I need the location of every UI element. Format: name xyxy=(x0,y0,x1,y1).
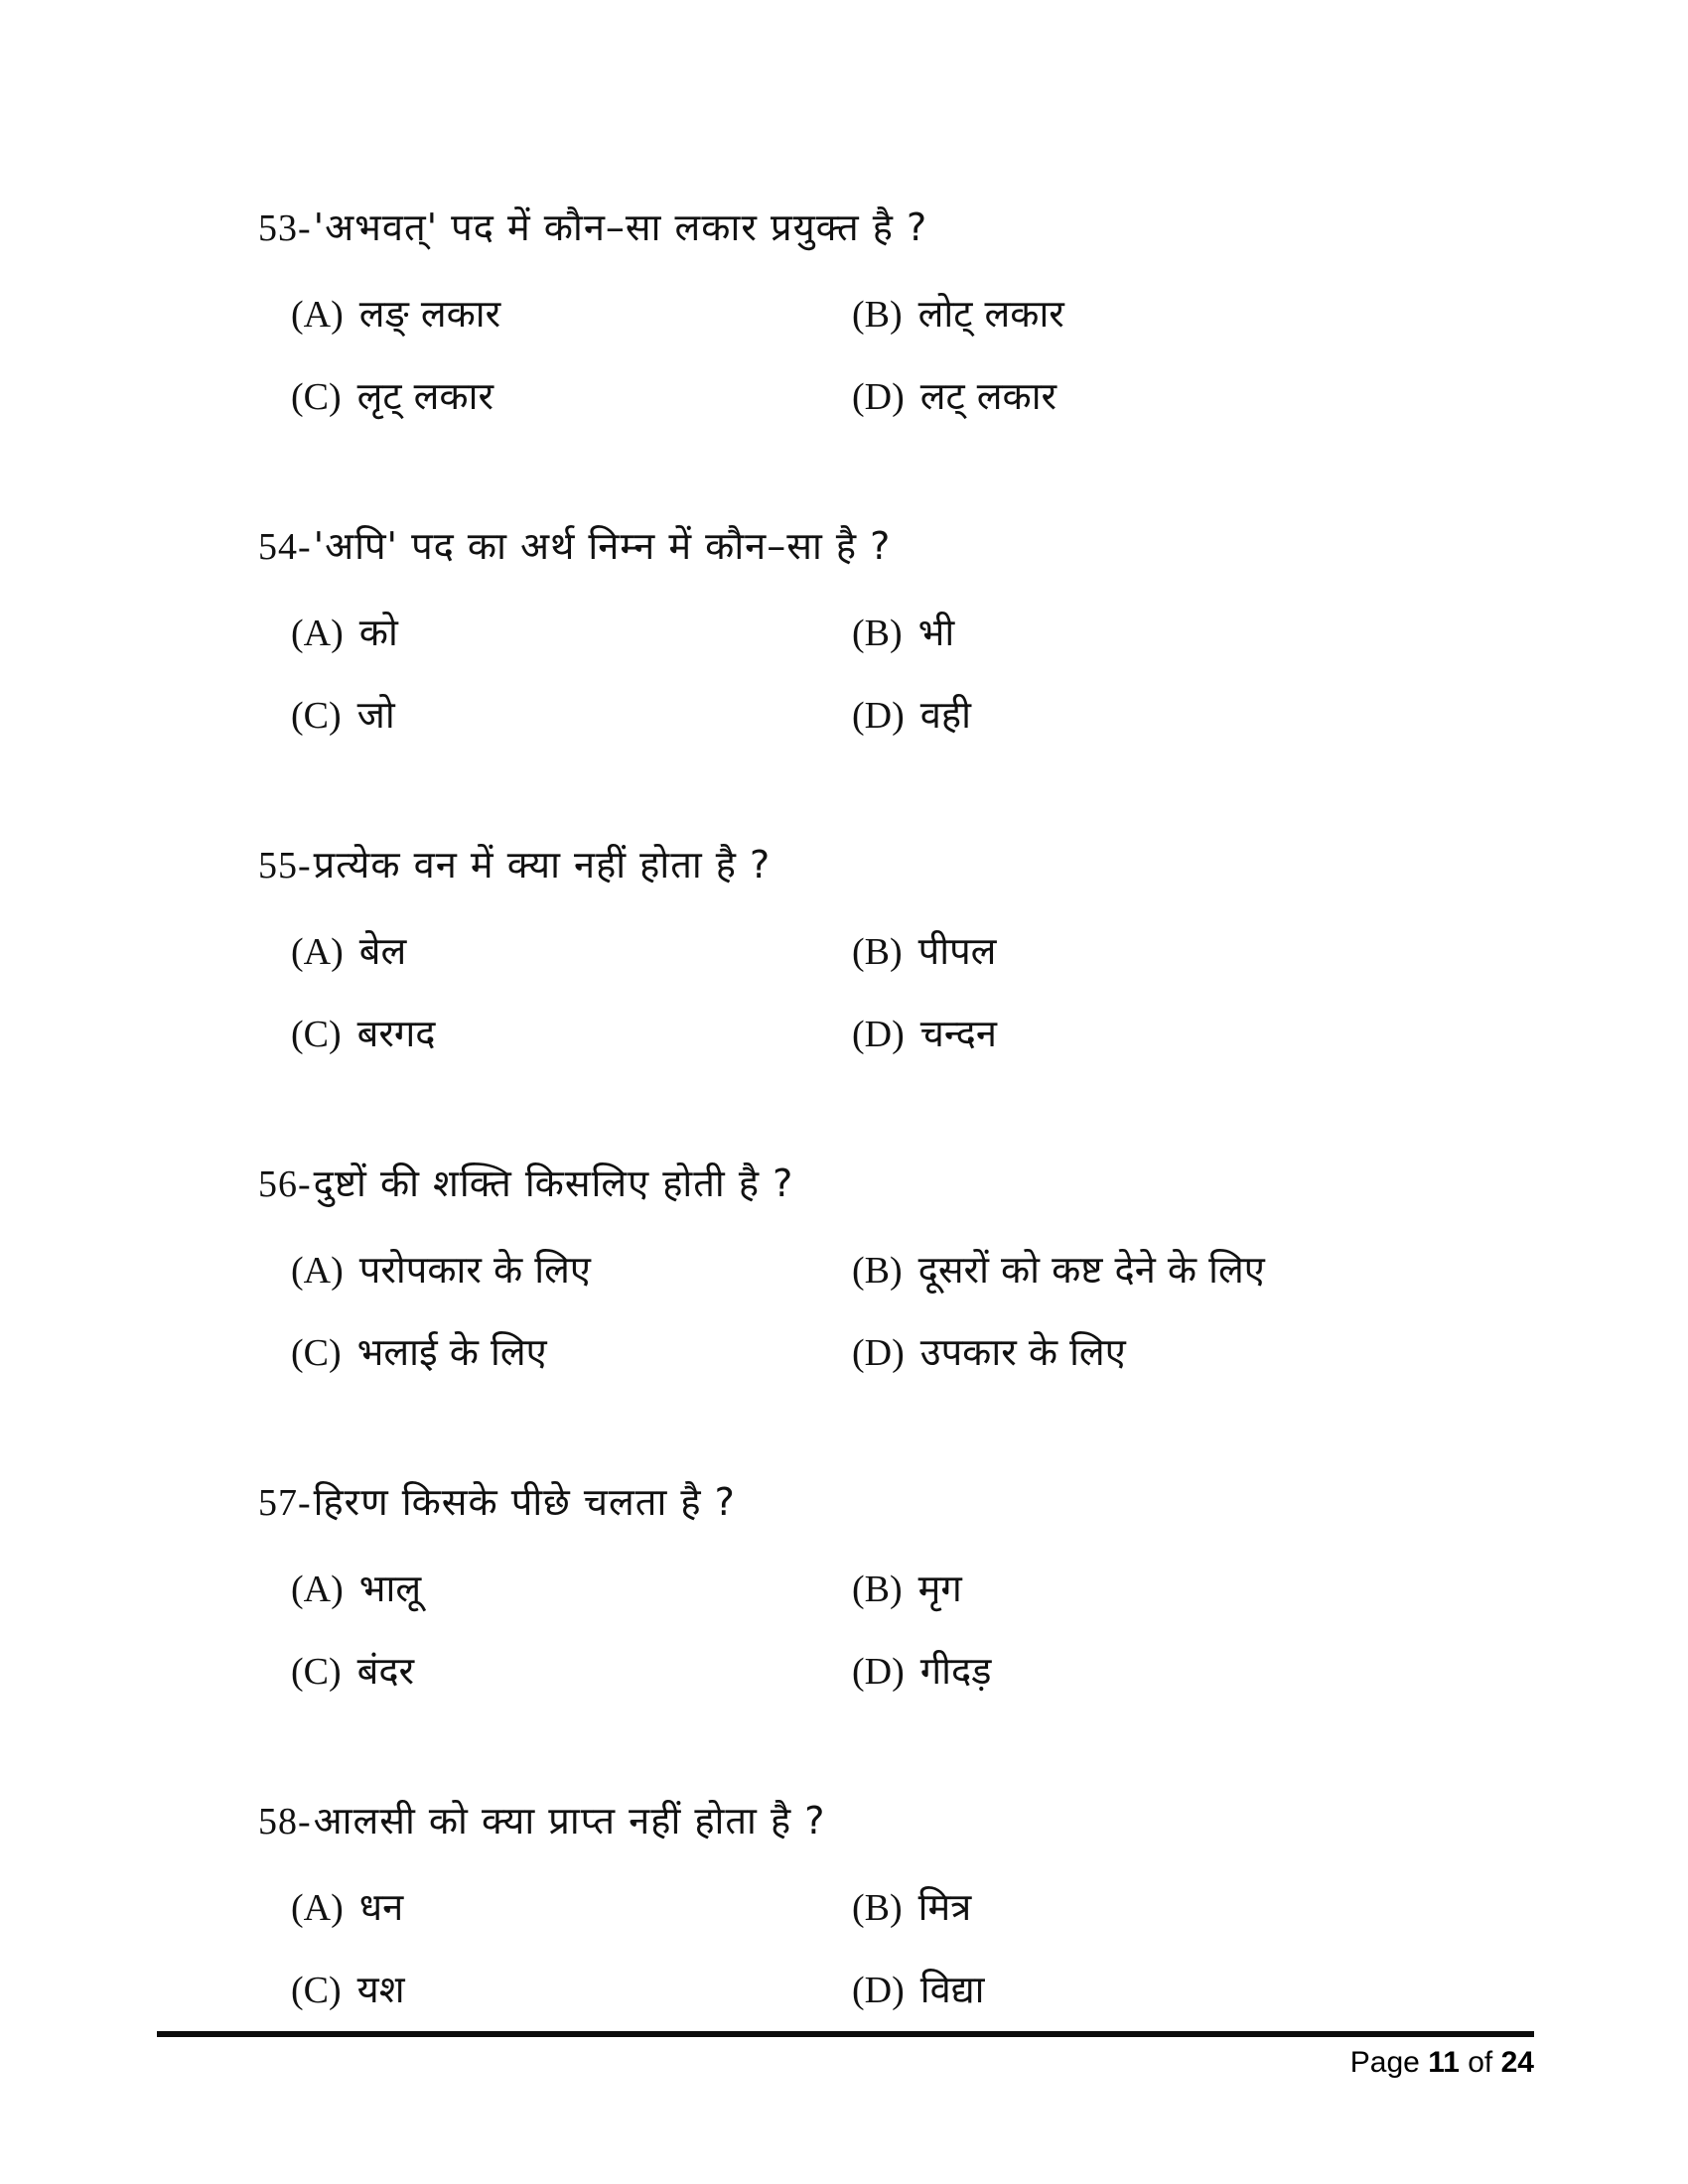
option-d xyxy=(852,1966,1688,2014)
option-label: (D) xyxy=(852,1970,905,2011)
option-text: बरगद xyxy=(356,1012,436,1055)
option-b xyxy=(852,609,1688,657)
option-label: (D) xyxy=(852,1014,905,1055)
question-55 xyxy=(0,841,1688,1058)
option-text: विद्या xyxy=(919,1968,985,2011)
option-d xyxy=(852,372,1688,421)
option-label: (C) xyxy=(291,1014,342,1055)
option-text: लङ् लकार xyxy=(358,292,501,336)
footer-rule xyxy=(157,2031,1534,2037)
option-b xyxy=(852,1883,1688,1932)
option-c xyxy=(291,691,852,740)
option-text: लोट् लकार xyxy=(917,292,1064,336)
option-label: (A) xyxy=(291,613,344,654)
option-a xyxy=(291,290,852,339)
option-label: (B) xyxy=(852,294,903,336)
option-label: (C) xyxy=(291,695,342,737)
option-d xyxy=(852,1328,1688,1377)
option-label: (D) xyxy=(852,376,905,418)
question-title xyxy=(0,1797,1688,1845)
option-d xyxy=(852,1647,1688,1696)
option-text: भलाई के लिए xyxy=(356,1330,547,1374)
page-number-text xyxy=(157,2045,1534,2081)
option-d xyxy=(852,1010,1688,1058)
option-text: जो xyxy=(356,693,395,737)
option-label: (A) xyxy=(291,1887,344,1929)
option-label: (C) xyxy=(291,1651,342,1693)
option-text: गीदड़ xyxy=(919,1649,992,1693)
option-text: लट् लकार xyxy=(919,374,1057,418)
option-label: (D) xyxy=(852,1651,905,1693)
option-text: धन xyxy=(358,1885,404,1929)
option-text: मृग xyxy=(917,1567,962,1610)
question-53 xyxy=(0,204,1688,421)
page-footer xyxy=(157,2031,1534,2081)
option-a xyxy=(291,1883,852,1932)
question-number: 58- xyxy=(258,1801,312,1843)
option-a xyxy=(291,927,852,976)
footer-page-word: Page xyxy=(1349,2046,1420,2079)
option-label: (B) xyxy=(852,1569,903,1610)
option-text: पीपल xyxy=(917,929,997,973)
option-label: (A) xyxy=(291,294,344,336)
option-b xyxy=(852,290,1688,339)
footer-page-number: 11 xyxy=(1428,2046,1460,2079)
option-label: (D) xyxy=(852,695,905,737)
options-grid xyxy=(0,609,1688,740)
option-label: (C) xyxy=(291,1332,342,1374)
question-number: 56- xyxy=(258,1163,312,1205)
option-label: (A) xyxy=(291,931,344,973)
option-b xyxy=(852,1565,1688,1613)
option-text: उपकार के लिए xyxy=(919,1330,1126,1374)
option-text: वही xyxy=(919,693,971,737)
question-text: आलसी को क्या प्राप्त नहीं होता है ? xyxy=(313,1799,826,1843)
option-label: (D) xyxy=(852,1332,905,1374)
option-text: बेल xyxy=(358,929,407,973)
question-title xyxy=(0,204,1688,252)
option-c xyxy=(291,1328,852,1377)
question-number: 53- xyxy=(258,207,312,249)
options-grid xyxy=(0,927,1688,1058)
options-grid xyxy=(0,290,1688,421)
option-a xyxy=(291,1246,852,1295)
option-label: (C) xyxy=(291,376,342,418)
option-text: को xyxy=(358,611,398,654)
option-label: (B) xyxy=(852,1887,903,1929)
question-57 xyxy=(0,1478,1688,1696)
option-text: लृट् लकार xyxy=(356,374,493,418)
question-58 xyxy=(0,1797,1688,2014)
options-grid xyxy=(0,1246,1688,1377)
question-number: 57- xyxy=(258,1482,312,1524)
options-grid xyxy=(0,1883,1688,2014)
option-b xyxy=(852,927,1688,976)
footer-of-word: of xyxy=(1468,2046,1493,2079)
question-text: 'अभवत्' पद में कौन–सा लकार प्रयुक्त है ? xyxy=(313,205,928,249)
option-text: यश xyxy=(356,1968,405,2011)
option-c xyxy=(291,372,852,421)
option-label: (B) xyxy=(852,931,903,973)
question-title xyxy=(0,1160,1688,1208)
option-text: चन्दन xyxy=(919,1012,997,1055)
option-text: दूसरों को कष्ट देने के लिए xyxy=(917,1248,1265,1292)
question-title xyxy=(0,841,1688,889)
option-c xyxy=(291,1966,852,2014)
question-text: दुष्टों की शक्ति किसलिए होती है ? xyxy=(313,1161,794,1205)
question-54 xyxy=(0,522,1688,740)
question-number: 54- xyxy=(258,526,312,568)
option-text: भालू xyxy=(358,1567,422,1610)
question-56 xyxy=(0,1160,1688,1377)
option-c xyxy=(291,1010,852,1058)
option-d xyxy=(852,691,1688,740)
question-text: 'अपि' पद का अर्थ निम्न में कौन–सा है ? xyxy=(313,524,892,568)
option-label: (B) xyxy=(852,1250,903,1292)
option-a xyxy=(291,609,852,657)
option-label: (A) xyxy=(291,1250,344,1292)
option-c xyxy=(291,1647,852,1696)
option-label: (A) xyxy=(291,1569,344,1610)
option-text: परोपकार के लिए xyxy=(358,1248,591,1292)
option-a xyxy=(291,1565,852,1613)
option-text: बंदर xyxy=(356,1649,415,1693)
options-grid xyxy=(0,1565,1688,1696)
option-text: मित्र xyxy=(917,1885,972,1929)
question-number: 55- xyxy=(258,845,312,887)
question-text: हिरण किसके पीछे चलता है ? xyxy=(313,1480,736,1524)
question-title xyxy=(0,1478,1688,1527)
option-b xyxy=(852,1246,1688,1295)
question-text: प्रत्येक वन में क्या नहीं होता है ? xyxy=(313,843,772,887)
option-text: भी xyxy=(917,611,955,654)
question-title xyxy=(0,522,1688,571)
footer-total-pages: 24 xyxy=(1500,2046,1534,2079)
option-label: (B) xyxy=(852,613,903,654)
option-label: (C) xyxy=(291,1970,342,2011)
